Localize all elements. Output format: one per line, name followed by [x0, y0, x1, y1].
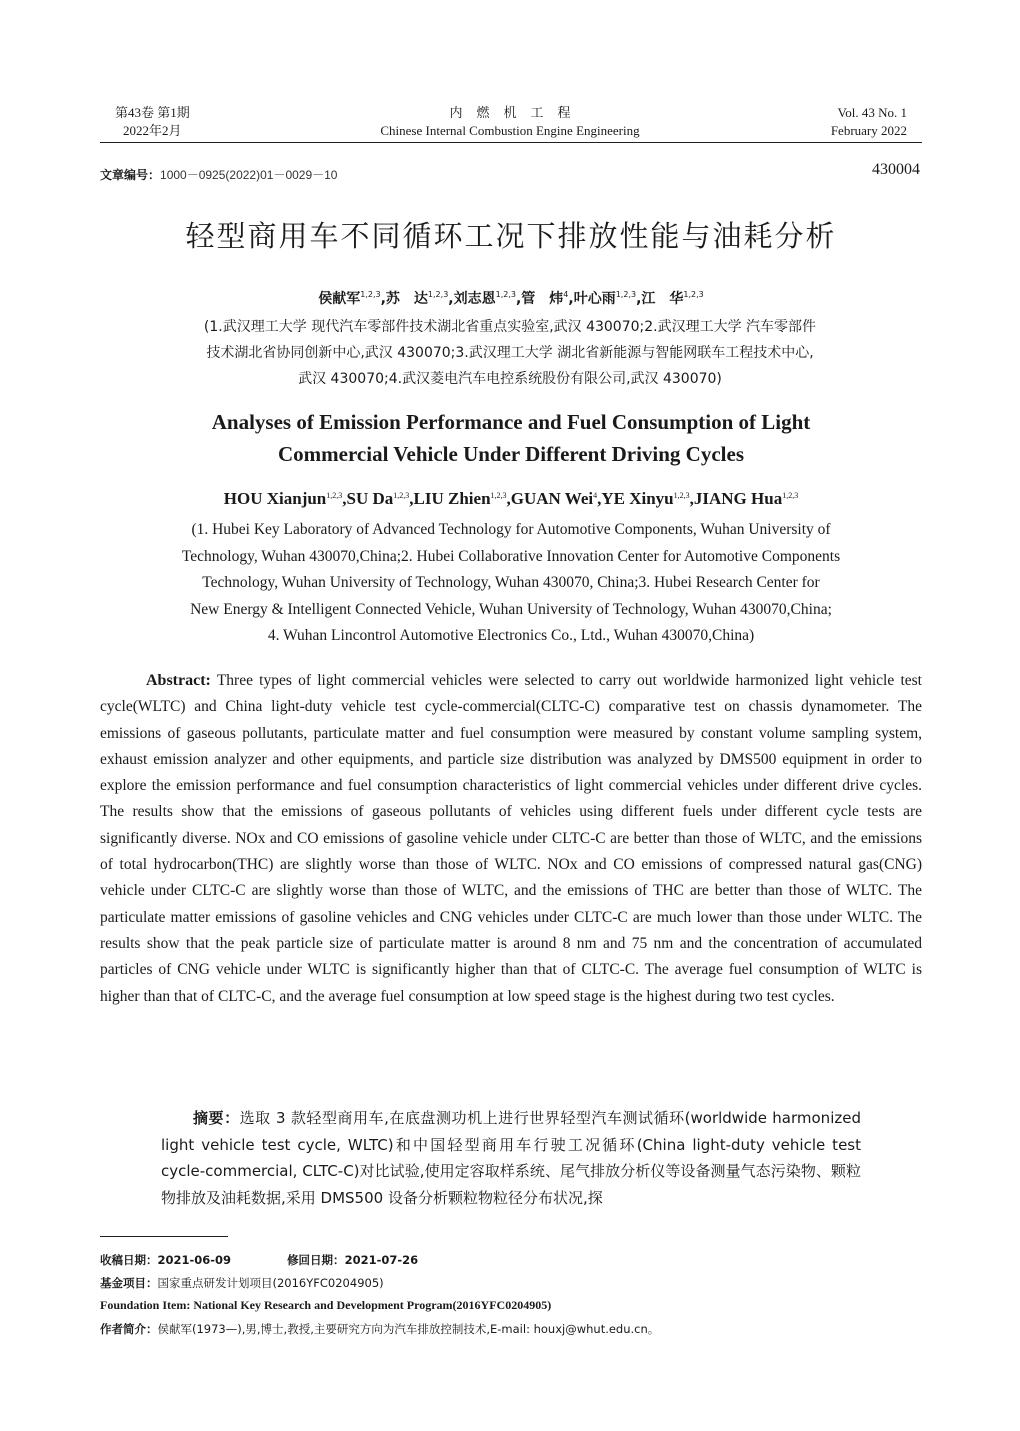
- author-name: 管 炜: [521, 291, 564, 307]
- affiliation-line: 技术湖北省协同创新中心,武汉 430070;3.武汉理工大学 湖北省新能源与智能网联车工程技术中心,: [206, 345, 814, 361]
- affiliation-line: 4. Wuhan Lincontrol Automotive Electronics Co., Ltd., Wuhan 430070,China): [267, 627, 755, 644]
- author-affiliation-sup: 1,2,3: [360, 290, 381, 299]
- issue-volume-en: Vol. 43 No. 1: [837, 105, 907, 120]
- title-line: Analyses of Emission Performance and Fuel Consumption of Light: [211, 410, 811, 434]
- classification-code: 430004: [872, 161, 920, 178]
- paper-title-cn: 轻型商用车不同循环工况下排放性能与油耗分析: [185, 219, 837, 253]
- affiliations-en: [100, 517, 922, 650]
- abstract-cn: [161, 1105, 861, 1211]
- affiliation-line: New Energy & Intelligent Connected Vehicle, Wuhan University of Technology, Wuhan 430070,China;: [190, 600, 832, 618]
- author-name: 刘志恩: [453, 291, 496, 307]
- journal-name-cn: 内燃机工程: [449, 105, 585, 120]
- abstract-text: Three types of light commercial vehicles were selected to carry out worldwide harmonized light vehicle test cycle(WLTC) and China light-duty vehicle test cycle-commercial(CLTC-C) comparative test on chassis dynamometer. The emissions of gaseous pollutants, particulate matter and fuel consumption were measured by constant volume sampling system, exhaust emission analyzer and other equipments, and particle size distribution was analyzed by DMS500 equipment in order to explore the emission performance and fuel consumption characteristics of light commercial vehicles under different drive cycles. The results show that the emissions of gaseous pollutants of vehicles using different fuels under different cycle tests are significantly diverse. NOx and CO emissions of gasoline vehicle under CLTC-C are better than those of WLTC, and the emissions of total hydrocarbon(THC) are slightly worse than those of WLTC. NOx and CO emissions of compressed natural gas(CNG) vehicle under CLTC-C are slightly worse than those of WLTC, and the emissions of THC are better than those of WLTC. The particulate matter emissions of gasoline vehicles and CNG vehicles under CLTC-C are much lower than those under WLTC. The results show that the peak particle size of particulate matter is around 8 nm and 75 nm and the concentration of accumulated particles of CNG vehicle under WLTC is significantly higher than that of CLTC-C. The average fuel consumption of WLTC is higher than that of CLTC-C, and the average fuel consumption at low speed stage is the highest during two test cycles.: [100, 672, 922, 1005]
- author-name: GUAN Wei: [510, 489, 594, 508]
- article-number-label: 文章编号：: [100, 168, 161, 182]
- author-affiliation-sup: 1,2,3: [615, 290, 637, 299]
- affiliation-line: (1.武汉理工大学 现代汽车零部件技术湖北省重点实验室,武汉 430070;2.武汉理工大学 汽车零部件: [203, 319, 817, 335]
- affiliation-line: Technology, Wuhan 430070,China;2. Hubei Collaborative Innovation Center for Automotive Components: [181, 547, 841, 565]
- abstract-label-cn: 摘要：: [193, 1109, 240, 1127]
- affiliation-line: (1. Hubei Key Laboratory of Advanced Technology for Automotive Components, Wuhan University of: [191, 521, 831, 538]
- footnote-divider: [100, 1236, 228, 1237]
- author-affiliation-sup: 1,2,3: [673, 491, 690, 500]
- issue-date: 2022年2月: [123, 123, 182, 138]
- author-name: 侯献军: [318, 291, 361, 307]
- abstract-text-cn: 选取 3 款轻型商用车,在底盘测功机上进行世界轻型汽车测试循环(worldwide harmonized light vehicle test cycle, WLTC)和中国轻型商用车行驶工况循环(China light-duty vehicle test cycle-commercial, CLTC-C)对比试验,使用定容取样系统、尾气排放分析仪等设备测量气态污染物、颗粒物排放及油耗数据,采用 DMS500 设备分析颗粒物粒径分布状况,探: [161, 1109, 861, 1207]
- author-list-en: HOU Xianjun$^{1,2,3}$,SU Da$^{1,2,3}$,LIU Zhien$^{1,2,3}$,GUAN Wei$^4$,YE Xinyu$^{1,2,3}$,JIANG Hua$^{1,2,3}$: [223, 489, 799, 508]
- author-affiliation-sup: 1,2,3: [495, 290, 516, 299]
- journal-name-en: Chinese Internal Combustion Engine Engineering: [380, 123, 640, 138]
- author-affiliation-sup: 4: [593, 491, 598, 500]
- footnote-author-bio: [100, 1321, 659, 1337]
- author-affiliation-sup: 1,2,3: [490, 491, 507, 500]
- author-list-cn: 侯献军$^{1,2,3}$,苏 达$^{1,2,3}$,刘志恩$^{1,2,3}$,管 炜$^4$,叶心雨$^{1,2,3}$,江 华$^{1,2,3}$: [318, 290, 704, 307]
- bio-label: 作者简介：: [100, 1322, 158, 1336]
- author-affiliation-sup: 1,2,3: [683, 290, 704, 299]
- author-name: HOU Xianjun: [223, 489, 327, 508]
- article-number: [100, 166, 338, 183]
- footnote-foundation: Foundation Item: National Key Research and Development Program(2016YFC0204905): [100, 1298, 552, 1312]
- journal-name: [320, 104, 700, 140]
- affiliation-line: Technology, Wuhan University of Technology, Wuhan 430070, China;3. Hubei Research Center for: [202, 574, 820, 591]
- issue-date-en: February 2022: [830, 123, 907, 138]
- fund-label: 基金项目：: [100, 1276, 158, 1290]
- author-name: SU Da: [346, 489, 394, 508]
- author-name: JIANG Hua: [693, 489, 783, 508]
- footnote-fund: [100, 1275, 384, 1291]
- affiliations-cn: [120, 314, 900, 392]
- author-affiliation-sup: 1,2,3: [393, 491, 410, 500]
- revised-date: 2021-07-26: [344, 1253, 419, 1267]
- author-affiliation-sup: 1,2,3: [326, 491, 343, 500]
- received-label: 收稿日期：: [100, 1253, 158, 1267]
- journal-issue: [115, 104, 190, 140]
- bio-text: 侯献军(1973—),男,博士,教授,主要研究方向为汽车排放控制技术,E-mail: houxj@whut.edu.cn。: [157, 1322, 660, 1336]
- author-affiliation-sup: 4: [563, 290, 569, 299]
- paper-title-en: [100, 406, 922, 470]
- author-name: LIU Zhien: [413, 489, 491, 508]
- journal-issue-en: [831, 104, 907, 140]
- author-affiliation-sup: 1,2,3: [427, 290, 449, 299]
- footnote-dates: [100, 1252, 418, 1268]
- abstract-label: Abstract:: [146, 672, 211, 689]
- affiliation-line: 武汉 430070;4.武汉菱电汽车电控系统股份有限公司,武汉 430070): [298, 371, 722, 387]
- author-name: 苏 达: [385, 291, 428, 307]
- header-divider: [100, 142, 922, 143]
- issue-volume: 第43卷 第1期: [115, 105, 190, 120]
- abstract-en: [100, 668, 922, 1010]
- revised-label: 修回日期：: [287, 1253, 345, 1267]
- fund-text: 国家重点研发计划项目(2016YFC0204905): [157, 1276, 384, 1290]
- author-affiliation-sup: 1,2,3: [782, 491, 799, 500]
- author-name: YE Xinyu: [601, 489, 674, 508]
- received-date: 2021-06-09: [157, 1253, 232, 1267]
- author-name: 叶心雨: [573, 291, 616, 307]
- author-name: 江 华: [641, 291, 684, 307]
- title-line: Commercial Vehicle Under Different Driving Cycles: [278, 442, 744, 466]
- article-number-value: 1000－0925(2022)01－0029－10: [160, 168, 338, 182]
